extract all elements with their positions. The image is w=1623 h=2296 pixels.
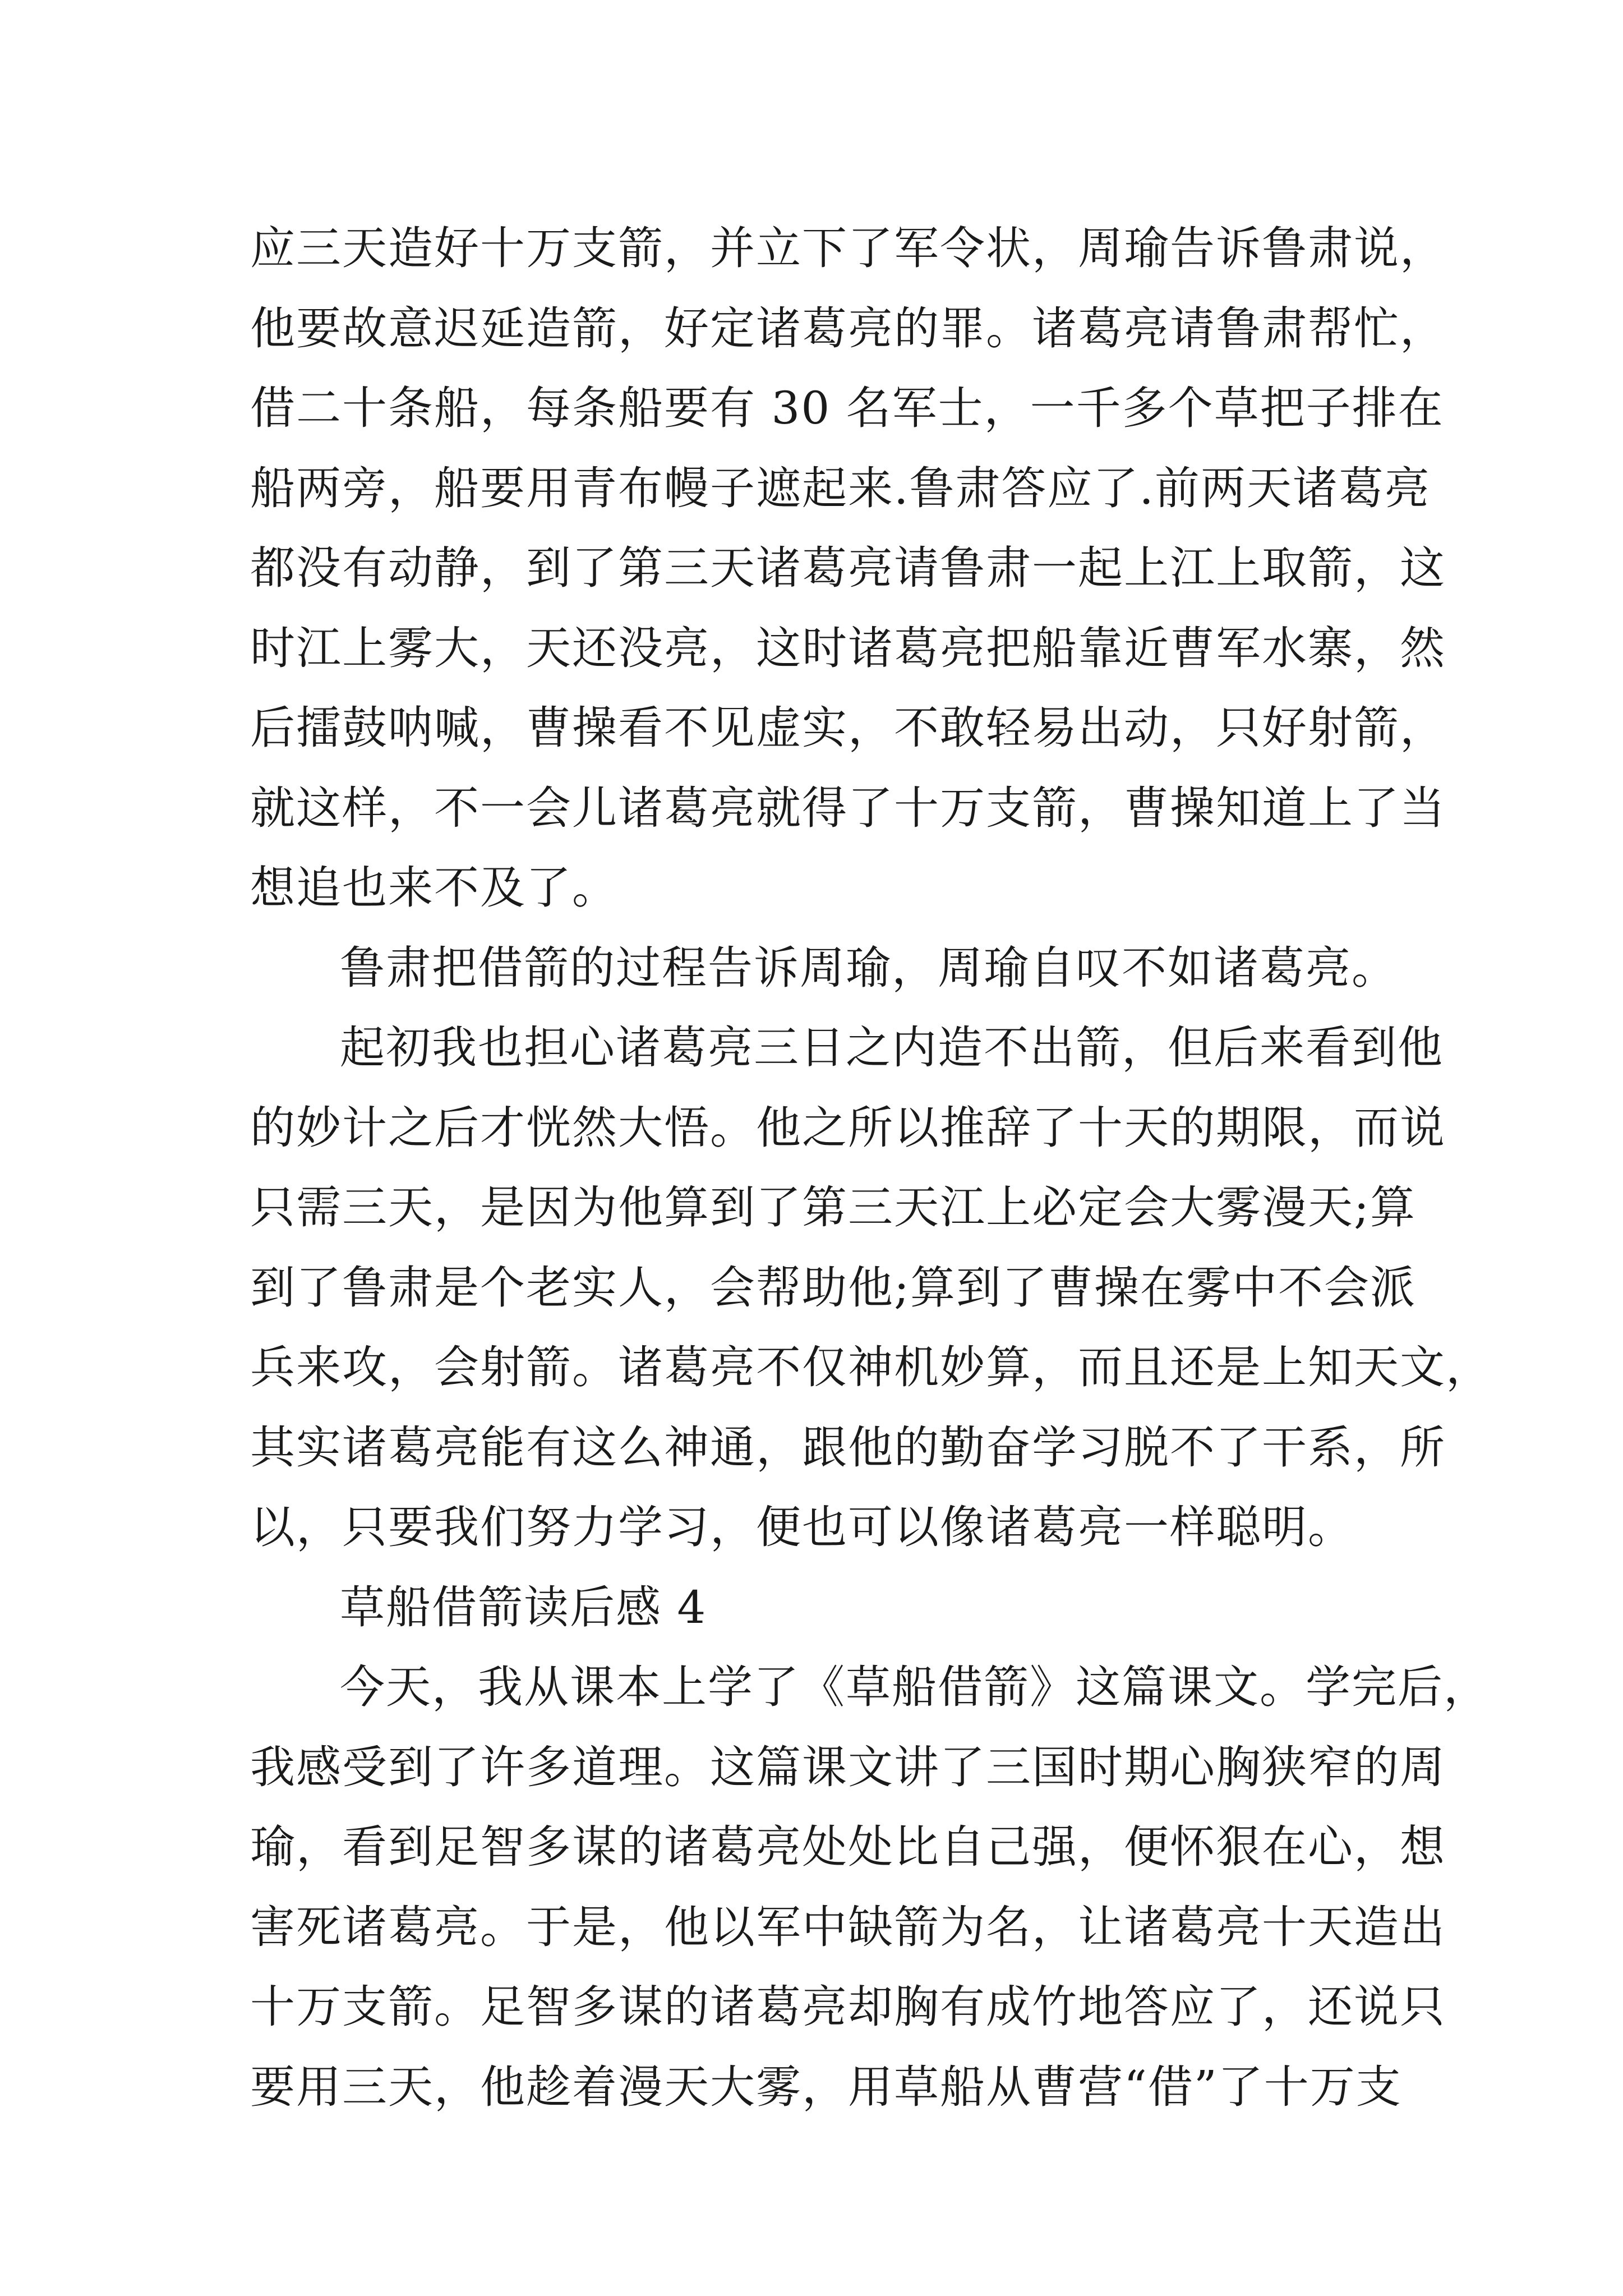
text-line: 就这样，不一会儿诸葛亮就得了十万支箭，曹操知道上了当	[250, 781, 1446, 834]
text-line: 要用三天，他趁着漫天大雾，用草船从曹营“借”了十万支	[250, 2060, 1402, 2113]
text-line: 起初我也担心诸葛亮三日之内造不出箭，但后来看到他	[340, 1022, 1444, 1074]
text-line: 以，只要我们努力学习，便也可以像诸葛亮一样聪明。	[250, 1501, 1354, 1553]
paragraph	[250, 928, 1398, 1009]
text-line: 害死诸葛亮。于是，他以军中缺箭为名，让诸葛亮十天造出	[250, 1901, 1446, 1953]
text-line: 想追也来不及了。	[250, 862, 618, 914]
text-line: 应三天造好十万支箭，并立下了军令状，周瑜告诉鲁肃说，	[250, 222, 1446, 274]
text-line: 借二十条船，每条船要有 30 名军士，一千多个草把子排在	[250, 382, 1444, 434]
text-line: 我感受到了许多道理。这篇课文讲了三国时期心胸狭窄的周	[250, 1741, 1446, 1793]
paragraph	[250, 1648, 1490, 2127]
text-line: 瑜，看到足智多谋的诸葛亮处处比自己强，便怀狠在心，想	[250, 1821, 1446, 1873]
text-line: 时江上雾大，天还没亮，这时诸葛亮把船靠近曹军水寨，然	[250, 622, 1446, 674]
text-line: 后擂鼓呐喊，曹操看不见虚实，不敢轻易出动，只好射箭，	[250, 702, 1446, 754]
text-line: 到了鲁肃是个老实人，会帮助他;算到了曹操在雾中不会派	[250, 1261, 1416, 1314]
text-line: 今天，我从课本上学了《草船借箭》这篇课文。学完后，	[340, 1661, 1490, 1713]
paragraph	[250, 1008, 1492, 1568]
text-line: 兵来攻，会射箭。诸葛亮不仅神机妙算，而且还是上知天文，	[250, 1341, 1492, 1393]
text-line: 船两旁，船要用青布幔子遮起来.鲁肃答应了.前两天诸葛亮	[250, 462, 1431, 514]
text-line: 都没有动静，到了第三天诸葛亮请鲁肃一起上江上取箭，这	[250, 542, 1446, 594]
text-line: 他要故意迟延造箭，好定诸葛亮的罪。诸葛亮请鲁肃帮忙，	[250, 302, 1446, 355]
text-line: 十万支箭。足智多谋的诸葛亮却胸有成竹地答应了，还说只	[250, 1981, 1446, 2033]
text-line: 其实诸葛亮能有这么神通，跟他的勤奋学习脱不了干系，所	[250, 1421, 1446, 1474]
section-heading	[250, 1568, 1389, 1648]
heading-text: 草船借箭读后感 4	[340, 1581, 707, 1634]
text-line: 的妙计之后才恍然大悟。他之所以推辞了十天的期限，而说	[250, 1101, 1446, 1154]
paragraph	[250, 209, 1446, 928]
document-body	[250, 209, 1492, 2127]
text-line: 只需三天，是因为他算到了第三天江上必定会大雾漫天;算	[250, 1181, 1416, 1234]
text-line: 鲁肃把借箭的过程告诉周瑜，周瑜自叹不如诸葛亮。	[340, 941, 1398, 994]
